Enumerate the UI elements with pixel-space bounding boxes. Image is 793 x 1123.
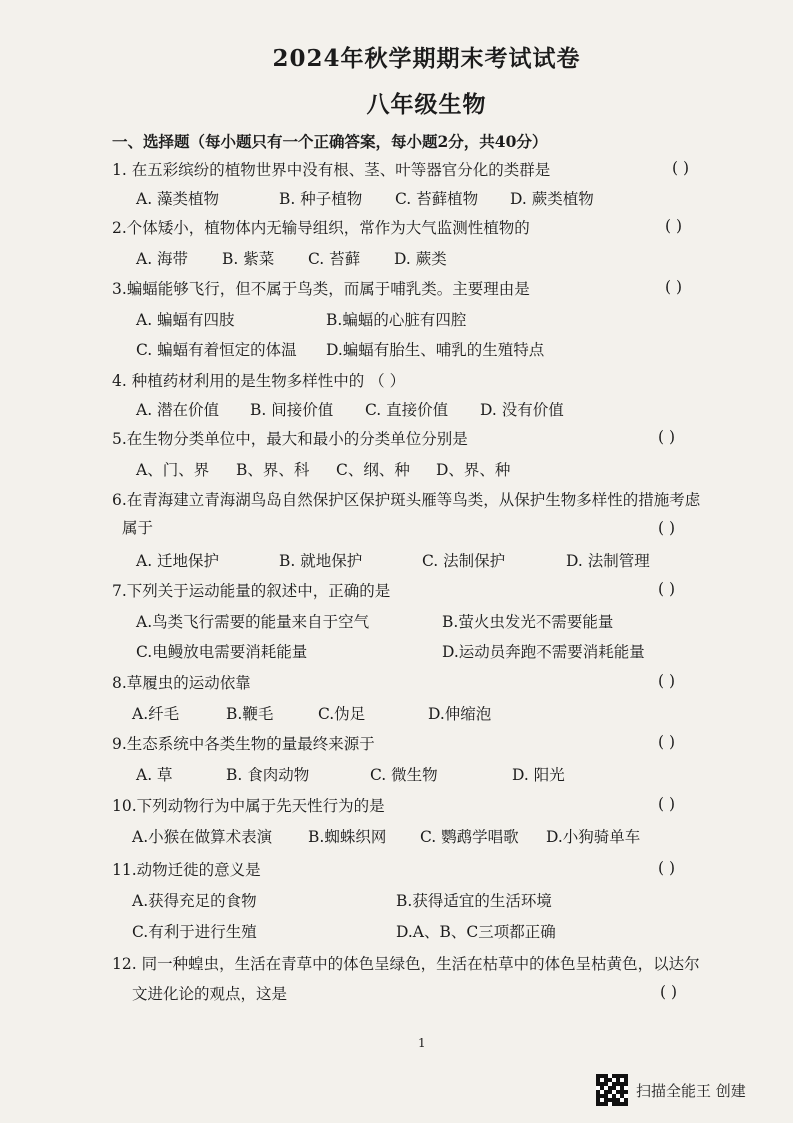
question-stem: 6.在青海建立青海湖鸟岛自然保护区保护斑头雁等鸟类，从保护生物多样性的措施考虑 (112, 491, 701, 509)
option: D.运动员奔跑不需要消耗能量 (442, 643, 645, 661)
option: A.获得充足的食物 (132, 892, 257, 910)
option: D.伸缩泡 (428, 705, 492, 723)
answer-blank: ( ) (658, 519, 676, 537)
answer-blank: ( ) (660, 983, 678, 1001)
option: D、界、种 (436, 461, 511, 479)
option: A. 迁地保护 (136, 552, 220, 570)
question-stem-cont: 属于 (122, 519, 154, 537)
option: A. 蝙蝠有四肢 (136, 311, 235, 329)
option: A.鸟类飞行需要的能量来自于空气 (136, 613, 370, 631)
option: D. 蕨类 (394, 250, 447, 268)
question-stem: 9.生态系统中各类生物的量最终来源于 (112, 735, 375, 753)
answer-blank: ( ) (665, 217, 683, 235)
answer-blank: ( ) (658, 733, 676, 751)
question-stem: 10.下列动物行为中属于先天性行为的是 (112, 797, 385, 815)
option: B. 就地保护 (279, 552, 363, 570)
option: A. 海带 (136, 250, 189, 268)
qr-code-icon (596, 1074, 628, 1106)
question-stem: 3.蝙蝠能够飞行，但不属于鸟类，而属于哺乳类。主要理由是 (112, 280, 530, 298)
option: C.有利于进行生殖 (132, 923, 257, 941)
answer-blank: ( ) (658, 428, 676, 446)
scanner-watermark (596, 1072, 776, 1108)
option: B. 种子植物 (279, 190, 363, 208)
option: B.蜘蛛织网 (308, 828, 387, 846)
option: C. 直接价值 (365, 401, 449, 419)
answer-blank: ( ) (658, 672, 676, 690)
option: D. 没有价值 (480, 401, 564, 419)
option: B、界、科 (236, 461, 310, 479)
option: B. 间接价值 (250, 401, 334, 419)
exam-subject: 八年级生物 (366, 91, 487, 118)
option: A. 草 (136, 766, 173, 784)
option: D. 阳光 (512, 766, 565, 784)
answer-blank: ( ) (658, 580, 676, 598)
option: C. 苔藓 (308, 250, 361, 268)
option: C.电鳗放电需要消耗能量 (136, 643, 308, 661)
answer-blank: ( ) (658, 795, 676, 813)
option: D.蝙蝠有胎生、哺乳的生殖特点 (326, 341, 545, 359)
option: A.纤毛 (132, 705, 180, 723)
option: B.蝙蝠的心脏有四腔 (326, 311, 467, 329)
exam-title: 2024年秋学期期末考试试卷 (272, 45, 581, 72)
option: C. 蝙蝠有着恒定的体温 (136, 341, 297, 359)
question-stem: 5.在生物分类单位中，最大和最小的分类单位分别是 (112, 430, 468, 448)
option: C. 鹦鹉学唱歌 (420, 828, 519, 846)
option: D. 法制管理 (566, 552, 650, 570)
question-stem: 7.下列关于运动能量的叙述中，正确的是 (112, 582, 391, 600)
question-stem: 1. 在五彩缤纷的植物世界中没有根、茎、叶等器官分化的类群是 (112, 161, 551, 179)
option: A、门、界 (136, 461, 210, 479)
option: B. 紫菜 (222, 250, 275, 268)
answer-blank: ( ) (658, 859, 676, 877)
option: A.小猴在做算术表演 (132, 828, 273, 846)
question-stem: 2.个体矮小，植物体内无输导组织，常作为大气监测性植物的 (112, 219, 530, 237)
section-heading: 一、选择题（每小题只有一个正确答案，每小题2分，共40分） (112, 132, 548, 151)
question-stem: 11.动物迁徙的意义是 (112, 861, 261, 879)
option: C. 微生物 (370, 766, 438, 784)
option: B.获得适宜的生活环境 (396, 892, 552, 910)
question-stem-cont: 文进化论的观点，这是 (132, 985, 288, 1003)
answer-blank: ( ) (672, 159, 690, 177)
option: B.鞭毛 (226, 705, 274, 723)
option: D.A、B、C三项都正确 (396, 923, 556, 941)
option: A. 藻类植物 (136, 190, 220, 208)
answer-blank: ( ) (665, 278, 683, 296)
option: B.萤火虫发光不需要能量 (442, 613, 614, 631)
option: A. 潜在价值 (136, 401, 220, 419)
option: C. 苔藓植物 (395, 190, 479, 208)
option: B. 食肉动物 (226, 766, 310, 784)
option: C.伪足 (318, 705, 366, 723)
question-stem: 8.草履虫的运动依靠 (112, 674, 251, 692)
option: C. 法制保护 (422, 552, 506, 570)
page-number: 1 (418, 1036, 426, 1050)
question-stem: 12. 同一种蝗虫，生活在青草中的体色呈绿色，生活在枯草中的体色呈枯黄色，以达尔 (112, 955, 700, 973)
option: C、纲、种 (336, 461, 410, 479)
option: D.小狗骑单车 (546, 828, 641, 846)
scanner-label: 扫描全能王 创建 (636, 1081, 746, 1100)
question-stem: 4. 种植药材利用的是生物多样性中的 （ ） (112, 372, 406, 390)
option: D. 蕨类植物 (510, 190, 594, 208)
